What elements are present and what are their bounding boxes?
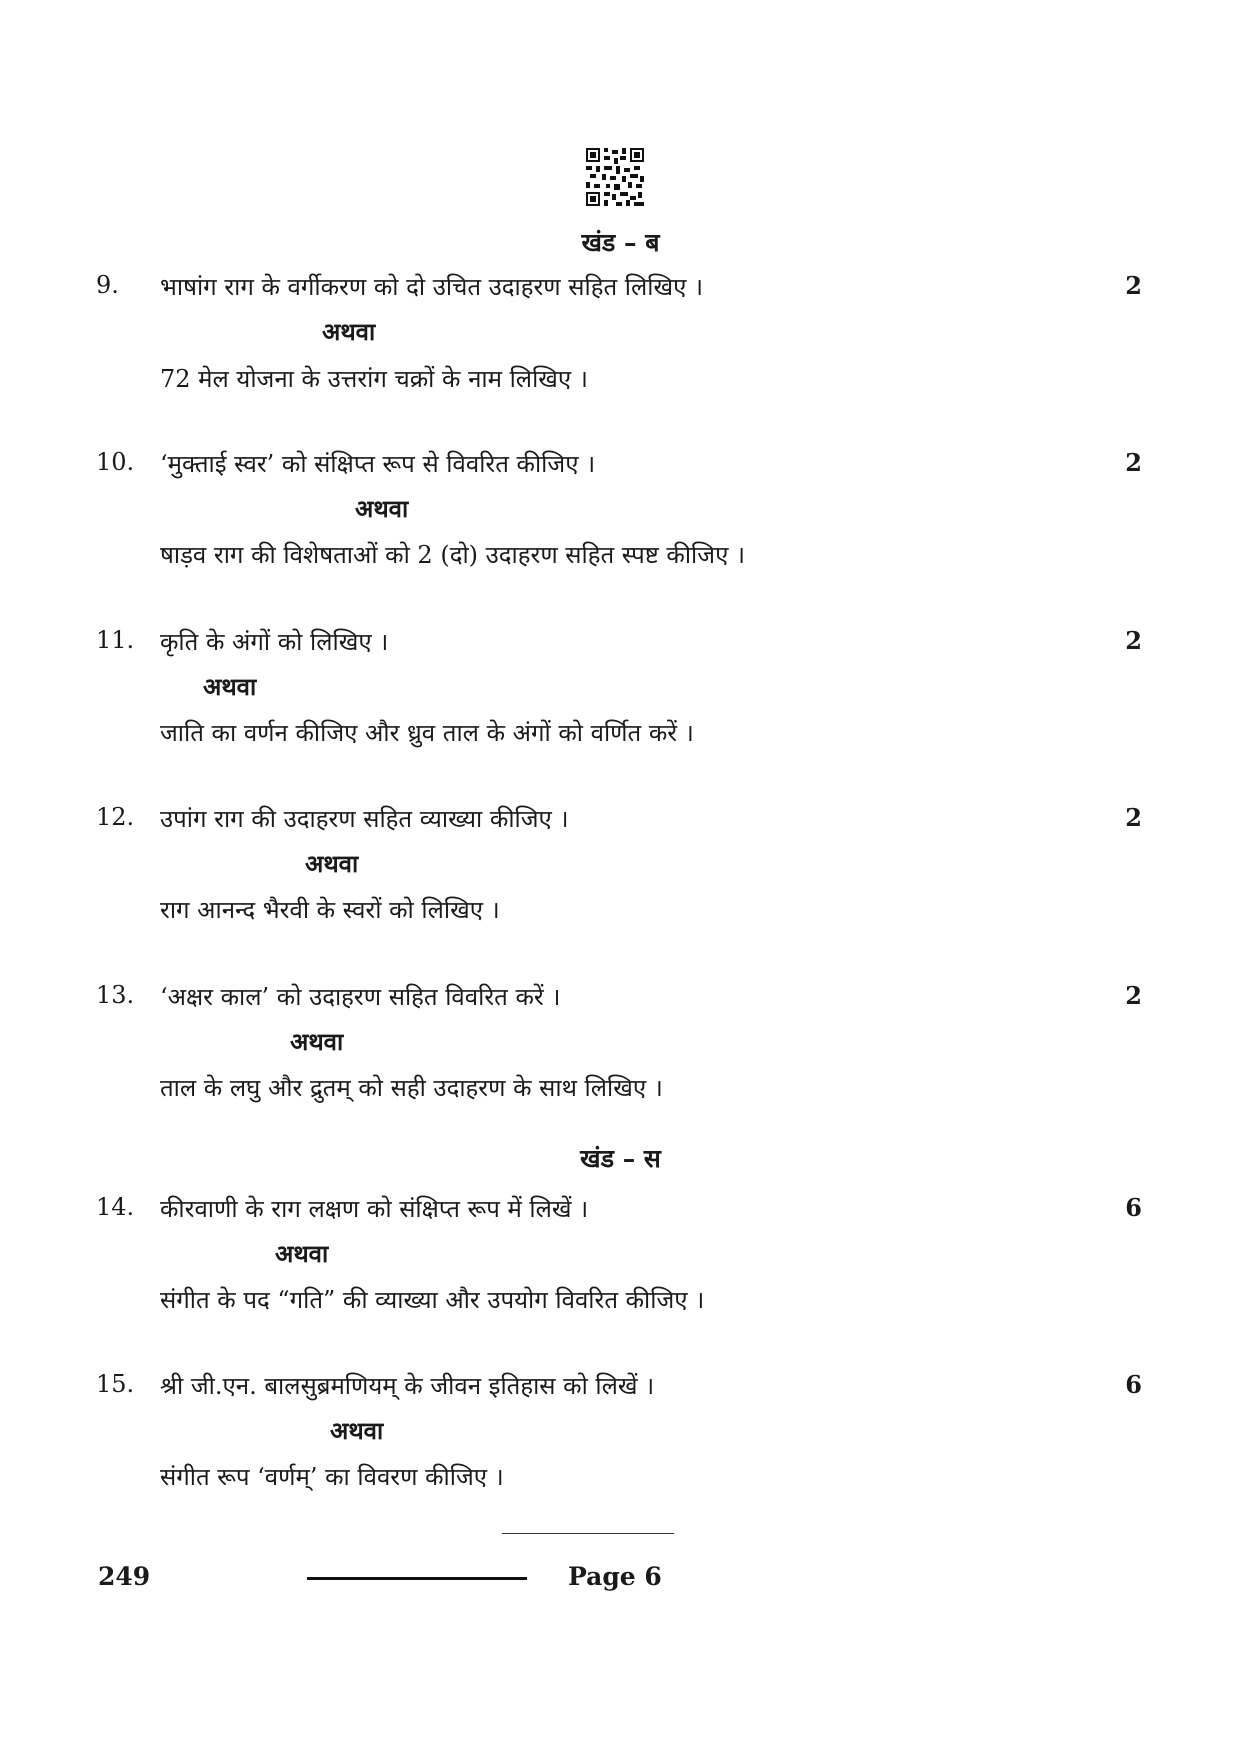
question-number: 13. [96, 981, 135, 1009]
question-number: 15. [96, 1370, 135, 1398]
section-c-title: खंड – स [580, 1144, 661, 1173]
question-marks: 2 [1125, 271, 1142, 300]
alternative-text: राग आनन्द भैरवी के स्वरों को लिखिए । [160, 896, 500, 924]
question-text: उपांग राग की उदाहरण सहित व्याख्या कीजिए । [160, 805, 569, 833]
or-label: अथवा [355, 494, 409, 523]
question-marks: 2 [1125, 626, 1142, 655]
question-marks: 6 [1125, 1370, 1142, 1399]
alternative-text: ताल के लघु और द्रुतम् को सही उदाहरण के साथ लिखिए । [160, 1074, 663, 1102]
question-text: श्री जी.एन. बालसुब्रमणियम् के जीवन इतिहास को लिखें । [160, 1372, 655, 1400]
alternative-text: 72 मेल योजना के उत्तरांग चक्रों के नाम लिखिए । [160, 365, 588, 393]
or-label: अथवा [322, 317, 376, 346]
question-text: कृति के अंगों को लिखिए । [160, 628, 389, 656]
or-label: अथवा [305, 849, 359, 878]
question-number: 12. [96, 803, 135, 831]
alternative-text: जाति का वर्णन कीजिए और ध्रुव ताल के अंगों को वर्णित करें । [160, 719, 694, 747]
question-marks: 2 [1125, 981, 1142, 1010]
or-label: अथवा [330, 1416, 384, 1445]
alternative-text: संगीत के पद “गति” की व्याख्या और उपयोग विवरित कीजिए । [160, 1286, 705, 1314]
question-number: 14. [96, 1193, 135, 1221]
alternative-text: संगीत रूप ‘वर्णम्’ का विवरण कीजिए । [160, 1463, 504, 1491]
footer-divider [307, 1577, 527, 1580]
alternative-text: षाड़व राग की विशेषताओं को 2 (दो) उदाहरण सहित स्पष्ट कीजिए । [160, 541, 746, 569]
section-b-title: खंड – ब [581, 228, 660, 257]
page-number: Page 6 [568, 1562, 662, 1591]
question-number: 11. [96, 626, 135, 654]
question-text: कीरवाणी के राग लक्षण को संक्षिप्त रूप में लिखें । [160, 1195, 589, 1223]
or-label: अथवा [275, 1239, 329, 1268]
question-number: 10. [96, 448, 135, 476]
question-number: 9. [96, 271, 119, 299]
question-text: भाषांग राग के वर्गीकरण को दो उचित उदाहरण सहित लिखिए । [160, 273, 704, 301]
question-text: ‘अक्षर काल’ को उदाहरण सहित विवरित करें । [160, 983, 561, 1011]
question-marks: 2 [1125, 448, 1142, 477]
paper-code: 249 [98, 1562, 151, 1591]
or-label: अथवा [203, 672, 257, 701]
end-divider [502, 1533, 674, 1534]
or-label: अथवा [290, 1027, 344, 1056]
question-text: ‘मुक्ताई स्वर’ को संक्षिप्त रूप से विवरित कीजिए । [160, 450, 596, 478]
question-marks: 6 [1125, 1193, 1142, 1222]
qr-code-icon [586, 148, 644, 206]
question-marks: 2 [1125, 803, 1142, 832]
